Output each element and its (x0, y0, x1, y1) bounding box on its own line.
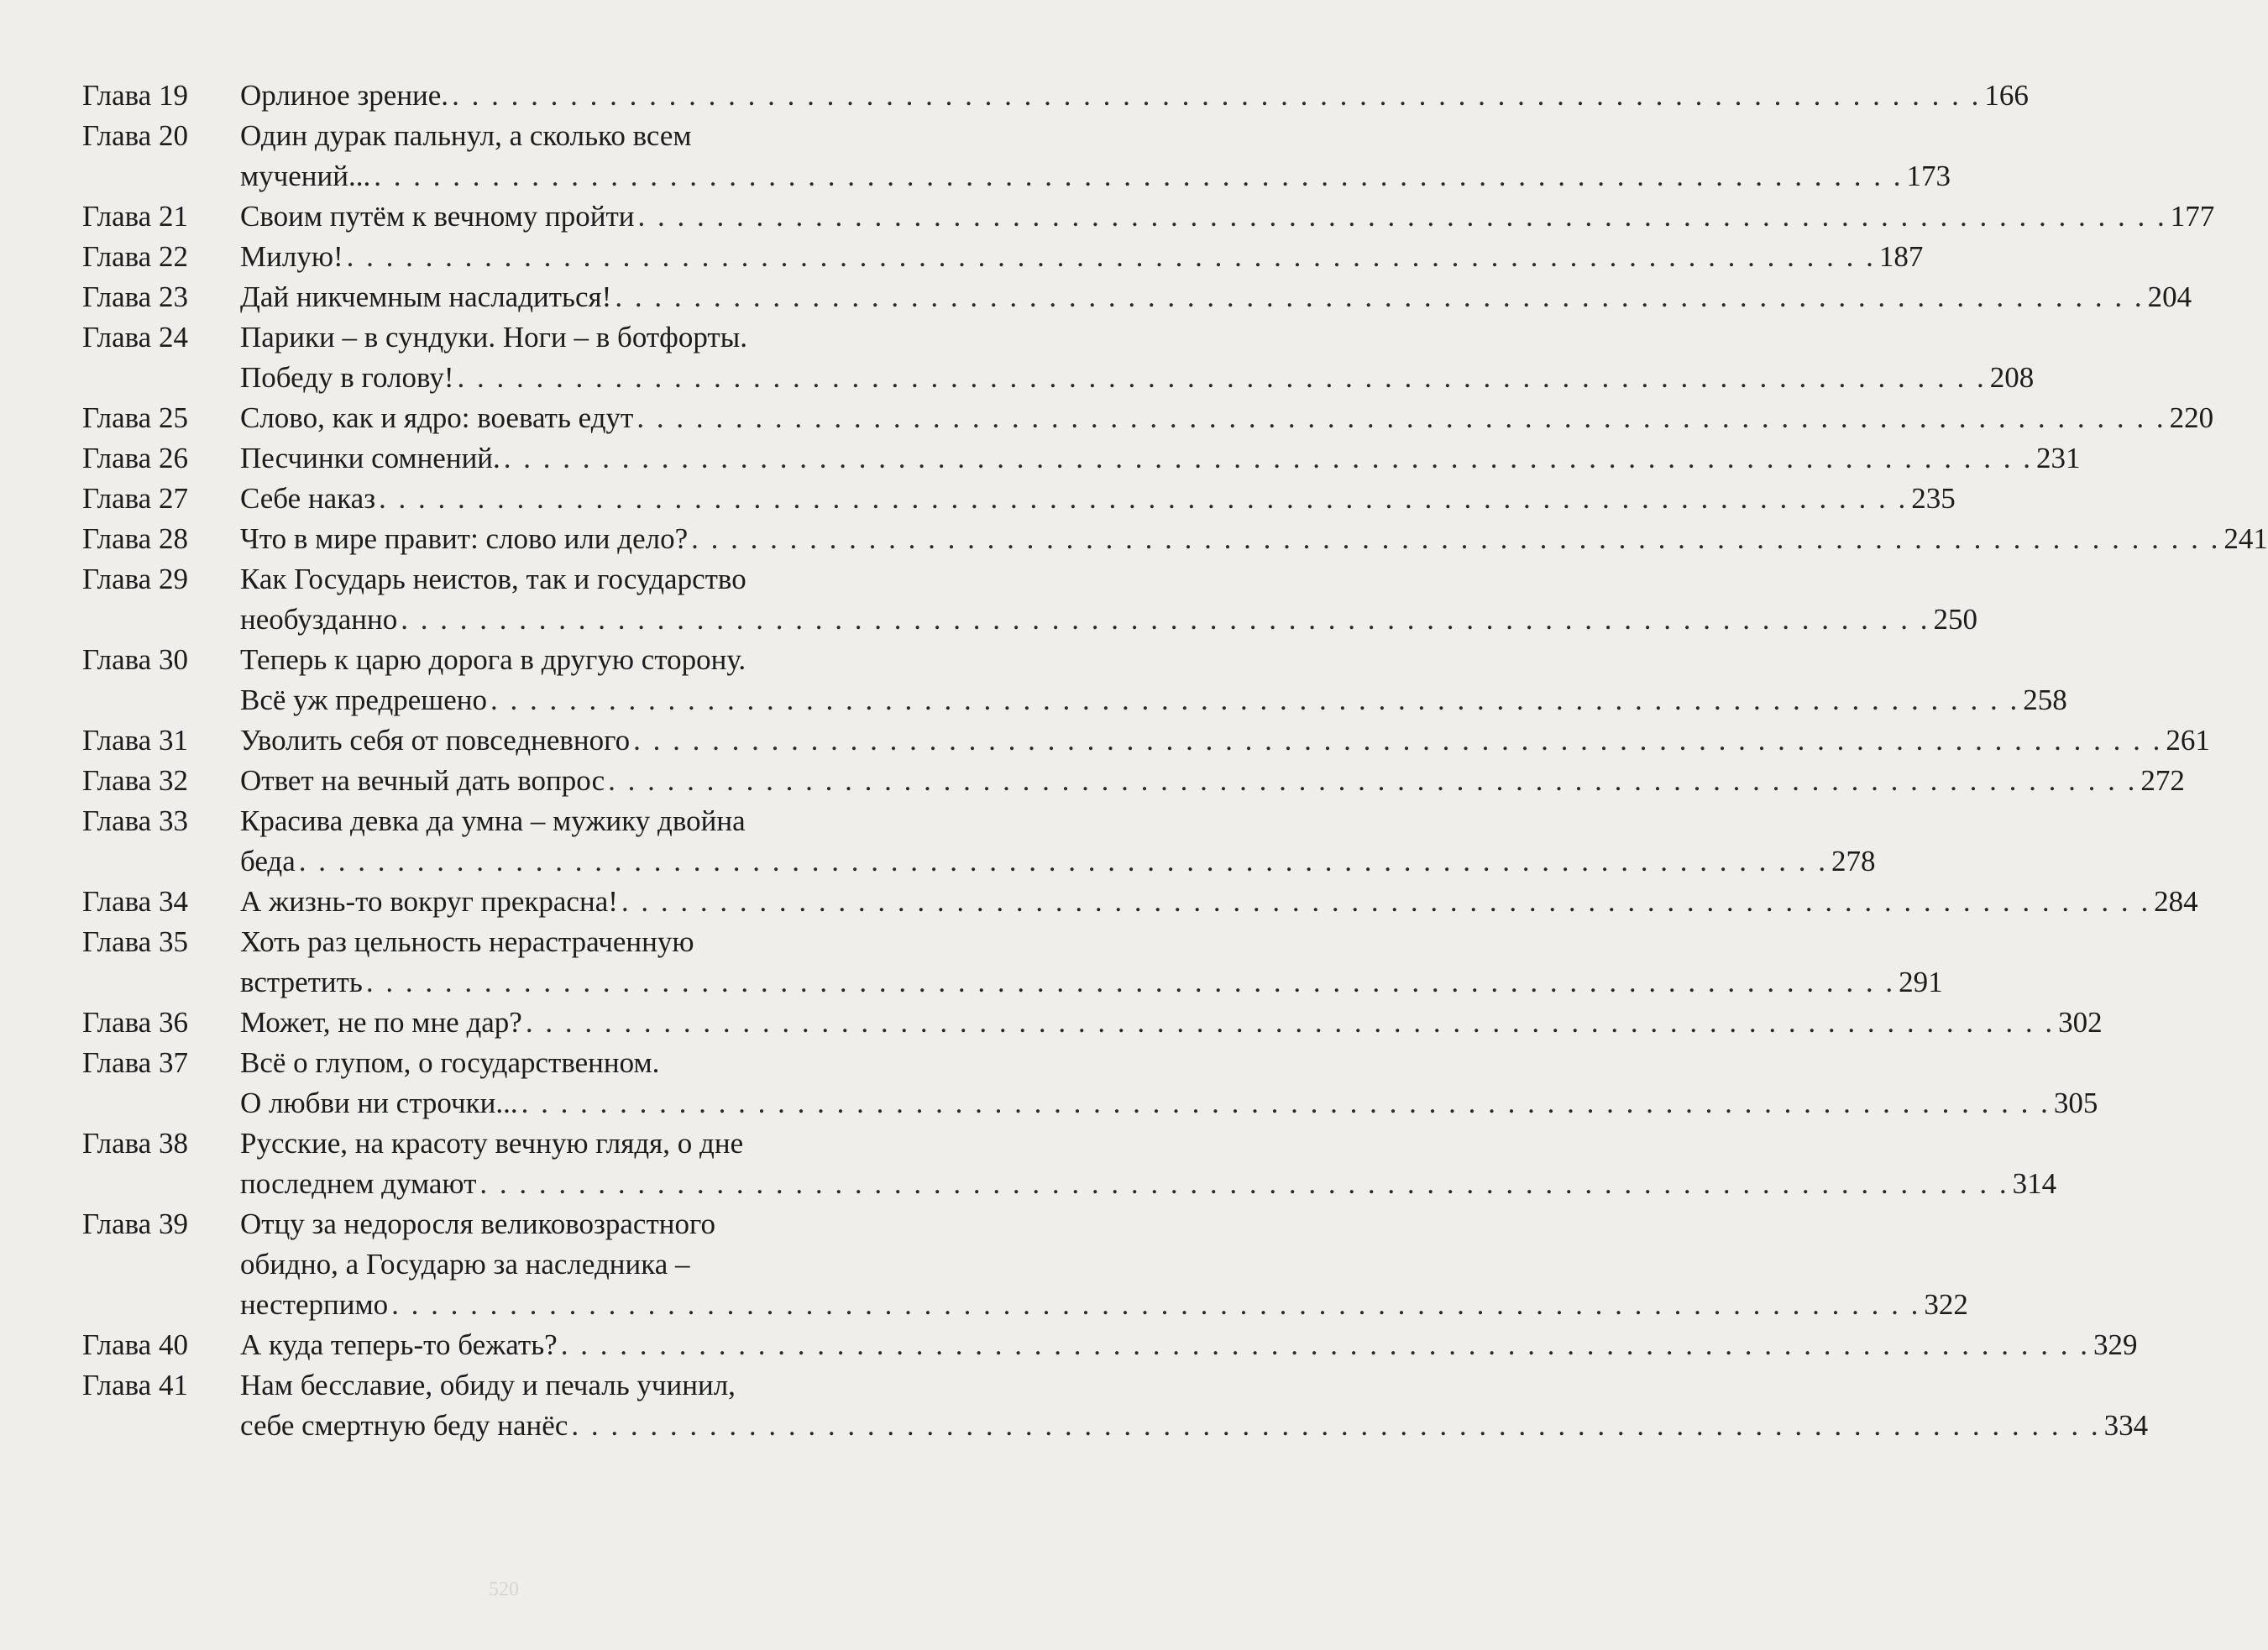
chapter-title-line: Красива девка да умна – мужику двойна (240, 804, 746, 837)
dot-leader (490, 680, 2019, 720)
chapter-label: Глава 32 (82, 764, 188, 797)
chapter-label: Глава 25 (82, 401, 188, 434)
chapter-label: Глава 33 (82, 804, 188, 837)
toc-entry (82, 398, 2214, 438)
page-number: 302 (2058, 1006, 2103, 1039)
chapter-title-line: А куда теперь-то бежать? (240, 1328, 558, 1361)
chapter-title (240, 519, 2268, 559)
dot-leader (521, 1083, 2051, 1124)
chapter-title-line: Всё о глупом, о государственном. (240, 1046, 660, 1079)
chapter-title-line: Дай никчемным насладиться! (240, 280, 612, 313)
page-number: 305 (2053, 1087, 2098, 1119)
chapter-title (240, 761, 2185, 801)
chapter-title (240, 801, 1876, 882)
toc-entry (82, 720, 2210, 761)
chapter-title-line: Теперь к царю дорога в другую сторону. (240, 643, 746, 676)
toc-entry (82, 479, 1956, 519)
chapter-label: Глава 37 (82, 1046, 188, 1079)
chapter-title-line: последнем думают (240, 1167, 477, 1200)
chapter-title-line: Песчинки сомнений. (240, 442, 500, 474)
chapter-label: Глава 29 (82, 563, 188, 595)
page-number: 187 (1878, 240, 1924, 273)
dot-leader (391, 1285, 1920, 1325)
chapter-label: Глава 38 (82, 1127, 188, 1160)
dot-leader (379, 479, 1908, 519)
dot-leader (452, 76, 1981, 116)
chapter-title-line: Победу в голову! (240, 361, 454, 394)
chapter-title-line: Милую! (240, 240, 343, 273)
chapter-label: Глава 19 (82, 79, 188, 112)
toc-entry (82, 922, 1943, 1003)
dot-leader (621, 882, 2150, 922)
page-number: 173 (1906, 160, 1951, 192)
toc-entry (82, 640, 2067, 720)
chapter-title-line: О любви ни строчки... (240, 1087, 518, 1119)
toc-entry (82, 559, 1977, 640)
chapter-title (240, 1124, 2056, 1204)
chapter-label: Глава 24 (82, 321, 188, 354)
dot-leader (526, 1003, 2055, 1043)
dot-leader (366, 962, 1895, 1003)
chapter-label: Глава 35 (82, 925, 188, 958)
chapter-label: Глава 31 (82, 724, 188, 757)
toc-entry (82, 76, 2029, 116)
chapter-title (240, 1043, 2098, 1124)
dot-leader (615, 277, 2144, 317)
chapter-title-line: Парики – в сундуки. Ноги – в ботфорты. (240, 321, 747, 354)
page-number: 241 (2223, 522, 2268, 555)
chapter-title (240, 882, 2198, 922)
toc-entry (82, 237, 1924, 277)
dot-leader (374, 156, 1903, 196)
toc-entry (82, 1204, 1968, 1325)
toc-entry (82, 1043, 2098, 1124)
toc-entry (82, 277, 2192, 317)
chapter-title-line: Слово, как и ядро: воевать едут (240, 401, 634, 434)
chapter-label: Глава 21 (82, 200, 188, 233)
chapter-title (240, 76, 2029, 116)
chapter-title (240, 196, 2214, 237)
chapter-title (240, 1365, 2148, 1446)
toc-entry (82, 882, 2198, 922)
page-number: 314 (2012, 1167, 2057, 1200)
chapter-label: Глава 34 (82, 885, 188, 918)
chapter-title-line: Как Государь неистов, так и государство (240, 563, 746, 595)
chapter-title (240, 720, 2210, 761)
dot-leader (691, 519, 2220, 559)
dot-leader (636, 398, 2166, 438)
chapter-label: Глава 39 (82, 1207, 188, 1240)
chapter-title (240, 438, 2081, 479)
chapter-title (240, 398, 2213, 438)
chapter-label: Глава 41 (82, 1369, 188, 1401)
page-number: 291 (1899, 966, 1943, 998)
toc-entry (82, 196, 2215, 237)
chapter-title-line: Всё уж предрешено (240, 684, 487, 716)
chapter-title (240, 116, 1951, 196)
page-number: 231 (2036, 442, 2081, 474)
page-number: 250 (1933, 603, 1977, 636)
chapter-title-line: Ответ на вечный дать вопрос (240, 764, 605, 797)
page-number: 220 (2169, 401, 2214, 434)
page-number: 177 (2170, 200, 2215, 233)
chapter-title-line: Отцу за недоросля великовозрастного (240, 1207, 715, 1240)
chapter-title (240, 479, 1956, 519)
chapter-title-line: Хоть раз цельность нерастраченную (240, 925, 694, 958)
dot-leader (571, 1406, 2100, 1446)
chapter-label: Глава 27 (82, 482, 188, 515)
chapter-title (240, 317, 2034, 398)
chapter-label: Глава 23 (82, 280, 188, 313)
toc-entry (82, 1124, 2057, 1204)
dot-leader (458, 358, 1987, 398)
dot-leader (504, 438, 2033, 479)
chapter-title-line: встретить (240, 966, 363, 998)
chapter-title-line: А жизнь-то вокруг прекрасна! (240, 885, 618, 918)
chapter-title (240, 1003, 2103, 1043)
chapter-title-line: мучений... (240, 160, 371, 192)
chapter-title-line: необузданно (240, 603, 398, 636)
dot-leader (633, 720, 2162, 761)
chapter-label: Глава 40 (82, 1328, 188, 1361)
toc-entry (82, 317, 2035, 398)
page-number: 261 (2166, 724, 2210, 757)
chapter-title-line: беда (240, 845, 296, 877)
dot-leader (608, 761, 2137, 801)
chapter-title-line: обидно, а Государю за наследника – (240, 1248, 690, 1281)
chapter-title-line: Уволить себя от повседневного (240, 724, 631, 757)
page-number: 334 (2103, 1409, 2149, 1442)
toc-entry (82, 761, 2185, 801)
toc-entry (82, 1365, 2149, 1446)
chapter-label: Глава 22 (82, 240, 188, 273)
page-number: 204 (2147, 280, 2192, 313)
dot-leader (401, 600, 1930, 640)
chapter-title-line: Своим путём к вечному пройти (240, 200, 635, 233)
page-number: 235 (1911, 482, 1956, 515)
toc-entry (82, 1003, 2103, 1043)
chapter-title-line: нестерпимо (240, 1288, 389, 1321)
chapter-title (240, 277, 2192, 317)
page-number: 329 (2093, 1328, 2138, 1361)
chapter-label: Глава 30 (82, 643, 188, 676)
page-number: 278 (1831, 845, 1876, 877)
chapter-title (240, 640, 2067, 720)
table-of-contents (82, 76, 2268, 1446)
chapter-title-line: себе смертную беду нанёс (240, 1409, 568, 1442)
chapter-title (240, 237, 1923, 277)
chapter-title (240, 559, 1977, 640)
chapter-title-line: Себе наказ (240, 482, 376, 515)
page-number: 166 (1984, 79, 2029, 112)
dot-leader (299, 841, 1828, 882)
chapter-label: Глава 20 (82, 119, 188, 152)
chapter-label: Глава 26 (82, 442, 188, 474)
chapter-title (240, 1325, 2137, 1365)
chapter-title (240, 922, 1943, 1003)
dot-leader (479, 1164, 2009, 1204)
chapter-label: Глава 36 (82, 1006, 188, 1039)
chapter-label: Глава 28 (82, 522, 188, 555)
page-number: 272 (2140, 764, 2185, 797)
toc-entry (82, 116, 1951, 196)
toc-entry (82, 438, 2081, 479)
chapter-title-line: Нам бесславие, обиду и печаль учинил, (240, 1369, 736, 1401)
page-number: 284 (2154, 885, 2198, 918)
toc-entry (82, 519, 2268, 559)
toc-entry (82, 1325, 2138, 1365)
chapter-title-line: Один дурак пальнул, а сколько всем (240, 119, 692, 152)
chapter-title-line: Что в мире правит: слово или дело? (240, 522, 689, 555)
page-number: 322 (1924, 1288, 1968, 1321)
dot-leader (561, 1325, 2090, 1365)
chapter-title-line: Русские, на красоту вечную глядя, о дне (240, 1127, 744, 1160)
chapter-title (240, 1204, 1968, 1325)
page-folio: 520 (489, 1579, 519, 1600)
dot-leader (638, 196, 2167, 237)
chapter-title-line: Может, не по мне дар? (240, 1006, 522, 1039)
dot-leader (347, 237, 1876, 277)
page-number: 208 (1989, 361, 2035, 394)
toc-entry (82, 801, 1876, 882)
page-number: 258 (2023, 684, 2067, 716)
chapter-title-line: Орлиное зрение. (240, 79, 449, 112)
